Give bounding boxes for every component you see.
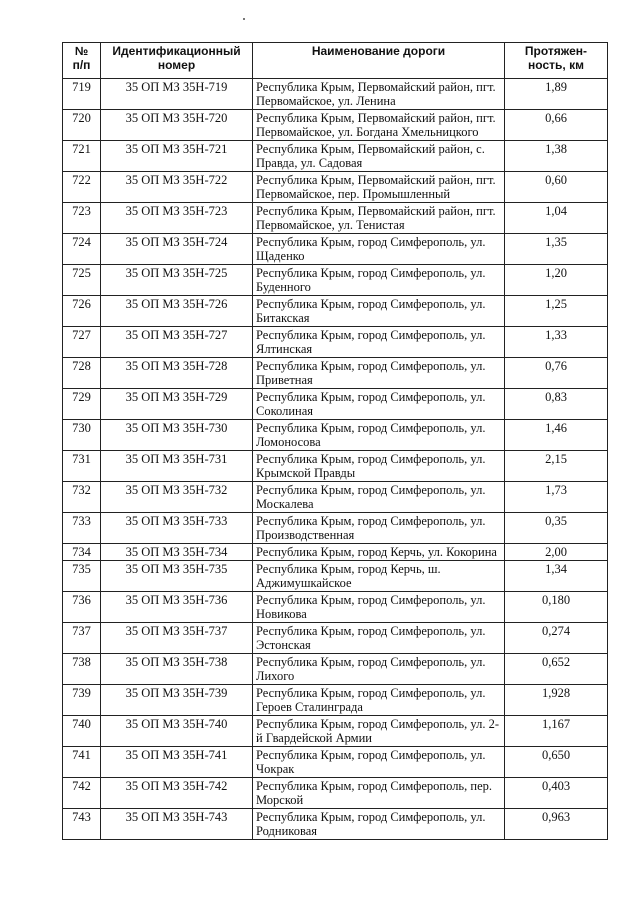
row-number-cell: 739	[63, 685, 101, 716]
row-road-name-cell: Республика Крым, город Керчь, ул. Кокорина	[253, 544, 505, 561]
row-road-name-cell: Республика Крым, город Симферополь, ул. Соколиная	[253, 389, 505, 420]
row-length-cell: 0,66	[505, 110, 608, 141]
row-number-cell: 729	[63, 389, 101, 420]
row-length-cell: 1,20	[505, 265, 608, 296]
table-row	[63, 141, 608, 172]
row-number-cell: 743	[63, 809, 101, 840]
table-row	[63, 110, 608, 141]
row-length-cell: 0,274	[505, 623, 608, 654]
row-length-cell: 1,25	[505, 296, 608, 327]
header-ident-text: Идентификационный номер	[112, 44, 241, 72]
row-number-cell: 735	[63, 561, 101, 592]
table-row	[63, 358, 608, 389]
table-row	[63, 172, 608, 203]
row-length-cell: 0,83	[505, 389, 608, 420]
table-row	[63, 747, 608, 778]
row-number-cell: 737	[63, 623, 101, 654]
table-row	[63, 296, 608, 327]
table-row	[63, 327, 608, 358]
table-row	[63, 79, 608, 110]
row-identifier-cell: 35 ОП МЗ 35Н-743	[101, 809, 253, 840]
row-road-name-cell: Республика Крым, город Керчь, ш. Аджимушкайское	[253, 561, 505, 592]
row-number-cell: 742	[63, 778, 101, 809]
row-road-name-cell: Республика Крым, город Симферополь, ул. Героев Сталинграда	[253, 685, 505, 716]
row-road-name-cell: Республика Крым, Первомайский район, пгт. Первомайское, ул. Богдана Хмельницкого	[253, 110, 505, 141]
row-number-cell: 736	[63, 592, 101, 623]
row-length-cell: 0,35	[505, 513, 608, 544]
header-num-text: № п/п	[72, 44, 91, 72]
row-number-cell: 730	[63, 420, 101, 451]
row-length-cell: 1,34	[505, 561, 608, 592]
table-row	[63, 716, 608, 747]
row-number-cell: 723	[63, 203, 101, 234]
row-length-cell: 0,652	[505, 654, 608, 685]
row-identifier-cell: 35 ОП МЗ 35Н-740	[101, 716, 253, 747]
header-name-text: Наименование дороги	[311, 44, 446, 58]
row-length-cell: 0,180	[505, 592, 608, 623]
header-ident	[101, 43, 253, 79]
table-row	[63, 482, 608, 513]
table-row	[63, 513, 608, 544]
row-number-cell: 722	[63, 172, 101, 203]
page-mark	[243, 18, 245, 20]
table-row	[63, 561, 608, 592]
row-number-cell: 731	[63, 451, 101, 482]
row-number-cell: 733	[63, 513, 101, 544]
row-road-name-cell: Республика Крым, Первомайский район, пгт. Первомайское, пер. Промышленный	[253, 172, 505, 203]
table-row	[63, 809, 608, 840]
row-identifier-cell: 35 ОП МЗ 35Н-728	[101, 358, 253, 389]
row-length-cell: 2,00	[505, 544, 608, 561]
row-road-name-cell: Республика Крым, город Симферополь, ул. Москалева	[253, 482, 505, 513]
row-identifier-cell: 35 ОП МЗ 35Н-729	[101, 389, 253, 420]
row-identifier-cell: 35 ОП МЗ 35Н-724	[101, 234, 253, 265]
row-identifier-cell: 35 ОП МЗ 35Н-725	[101, 265, 253, 296]
table-row	[63, 265, 608, 296]
table-row	[63, 623, 608, 654]
row-road-name-cell: Республика Крым, город Симферополь, ул. Ломоносова	[253, 420, 505, 451]
row-number-cell: 741	[63, 747, 101, 778]
row-road-name-cell: Республика Крым, город Симферополь, ул. Щаденко	[253, 234, 505, 265]
table-row	[63, 592, 608, 623]
row-road-name-cell: Республика Крым, город Симферополь, ул. Буденного	[253, 265, 505, 296]
row-length-cell: 1,73	[505, 482, 608, 513]
row-identifier-cell: 35 ОП МЗ 35Н-721	[101, 141, 253, 172]
row-length-cell: 2,15	[505, 451, 608, 482]
row-identifier-cell: 35 ОП МЗ 35Н-730	[101, 420, 253, 451]
table-row	[63, 654, 608, 685]
row-length-cell: 0,76	[505, 358, 608, 389]
table-row	[63, 389, 608, 420]
row-road-name-cell: Республика Крым, город Симферополь, ул. Битакская	[253, 296, 505, 327]
row-identifier-cell: 35 ОП МЗ 35Н-736	[101, 592, 253, 623]
row-number-cell: 724	[63, 234, 101, 265]
row-length-cell: 1,35	[505, 234, 608, 265]
row-number-cell: 732	[63, 482, 101, 513]
row-length-cell: 1,33	[505, 327, 608, 358]
header-num	[63, 43, 101, 79]
table-header-row	[63, 43, 608, 79]
row-road-name-cell: Республика Крым, Первомайский район, с. Правда, ул. Садовая	[253, 141, 505, 172]
row-road-name-cell: Республика Крым, город Симферополь, ул. Лихого	[253, 654, 505, 685]
row-number-cell: 720	[63, 110, 101, 141]
row-number-cell: 738	[63, 654, 101, 685]
row-length-cell: 1,04	[505, 203, 608, 234]
row-number-cell: 734	[63, 544, 101, 561]
row-identifier-cell: 35 ОП МЗ 35Н-733	[101, 513, 253, 544]
row-length-cell: 0,650	[505, 747, 608, 778]
row-number-cell: 721	[63, 141, 101, 172]
row-identifier-cell: 35 ОП МЗ 35Н-739	[101, 685, 253, 716]
row-road-name-cell: Республика Крым, город Симферополь, ул. Чокрак	[253, 747, 505, 778]
row-identifier-cell: 35 ОП МЗ 35Н-720	[101, 110, 253, 141]
row-length-cell: 1,46	[505, 420, 608, 451]
row-identifier-cell: 35 ОП МЗ 35Н-738	[101, 654, 253, 685]
table-row	[63, 685, 608, 716]
table-body	[63, 79, 608, 840]
row-length-cell: 1,89	[505, 79, 608, 110]
row-road-name-cell: Республика Крым, Первомайский район, пгт. Первомайское, ул. Тенистая	[253, 203, 505, 234]
header-name	[253, 43, 505, 79]
row-road-name-cell: Республика Крым, город Симферополь, ул. 2-й Гвардейской Армии	[253, 716, 505, 747]
row-road-name-cell: Республика Крым, город Симферополь, пер. Морской	[253, 778, 505, 809]
row-identifier-cell: 35 ОП МЗ 35Н-722	[101, 172, 253, 203]
row-identifier-cell: 35 ОП МЗ 35Н-734	[101, 544, 253, 561]
row-number-cell: 728	[63, 358, 101, 389]
row-number-cell: 726	[63, 296, 101, 327]
row-number-cell: 727	[63, 327, 101, 358]
table-row	[63, 544, 608, 561]
row-road-name-cell: Республика Крым, город Симферополь, ул. Приветная	[253, 358, 505, 389]
row-road-name-cell: Республика Крым, город Симферополь, ул. Родниковая	[253, 809, 505, 840]
row-road-name-cell: Республика Крым, город Симферополь, ул. Новикова	[253, 592, 505, 623]
row-length-cell: 1,167	[505, 716, 608, 747]
table-row	[63, 203, 608, 234]
row-length-cell: 0,403	[505, 778, 608, 809]
row-identifier-cell: 35 ОП МЗ 35Н-732	[101, 482, 253, 513]
row-identifier-cell: 35 ОП МЗ 35Н-737	[101, 623, 253, 654]
row-length-cell: 1,928	[505, 685, 608, 716]
row-identifier-cell: 35 ОП МЗ 35Н-723	[101, 203, 253, 234]
row-identifier-cell: 35 ОП МЗ 35Н-741	[101, 747, 253, 778]
row-number-cell: 725	[63, 265, 101, 296]
row-number-cell: 719	[63, 79, 101, 110]
row-length-cell: 1,38	[505, 141, 608, 172]
row-identifier-cell: 35 ОП МЗ 35Н-731	[101, 451, 253, 482]
row-road-name-cell: Республика Крым, город Симферополь, ул. Эстонская	[253, 623, 505, 654]
row-road-name-cell: Республика Крым, город Симферополь, ул. Производственная	[253, 513, 505, 544]
row-road-name-cell: Республика Крым, город Симферополь, ул. Крымской Правды	[253, 451, 505, 482]
roads-table	[62, 42, 608, 840]
row-identifier-cell: 35 ОП МЗ 35Н-735	[101, 561, 253, 592]
header-length-text: Протяжен- ность, км	[524, 44, 588, 72]
header-length	[505, 43, 608, 79]
row-length-cell: 0,963	[505, 809, 608, 840]
row-identifier-cell: 35 ОП МЗ 35Н-742	[101, 778, 253, 809]
row-number-cell: 740	[63, 716, 101, 747]
table-row	[63, 451, 608, 482]
row-identifier-cell: 35 ОП МЗ 35Н-726	[101, 296, 253, 327]
table-row	[63, 234, 608, 265]
row-identifier-cell: 35 ОП МЗ 35Н-727	[101, 327, 253, 358]
row-identifier-cell: 35 ОП МЗ 35Н-719	[101, 79, 253, 110]
row-road-name-cell: Республика Крым, Первомайский район, пгт. Первомайское, ул. Ленина	[253, 79, 505, 110]
row-road-name-cell: Республика Крым, город Симферополь, ул. Ялтинская	[253, 327, 505, 358]
table-row	[63, 420, 608, 451]
row-length-cell: 0,60	[505, 172, 608, 203]
table-row	[63, 778, 608, 809]
